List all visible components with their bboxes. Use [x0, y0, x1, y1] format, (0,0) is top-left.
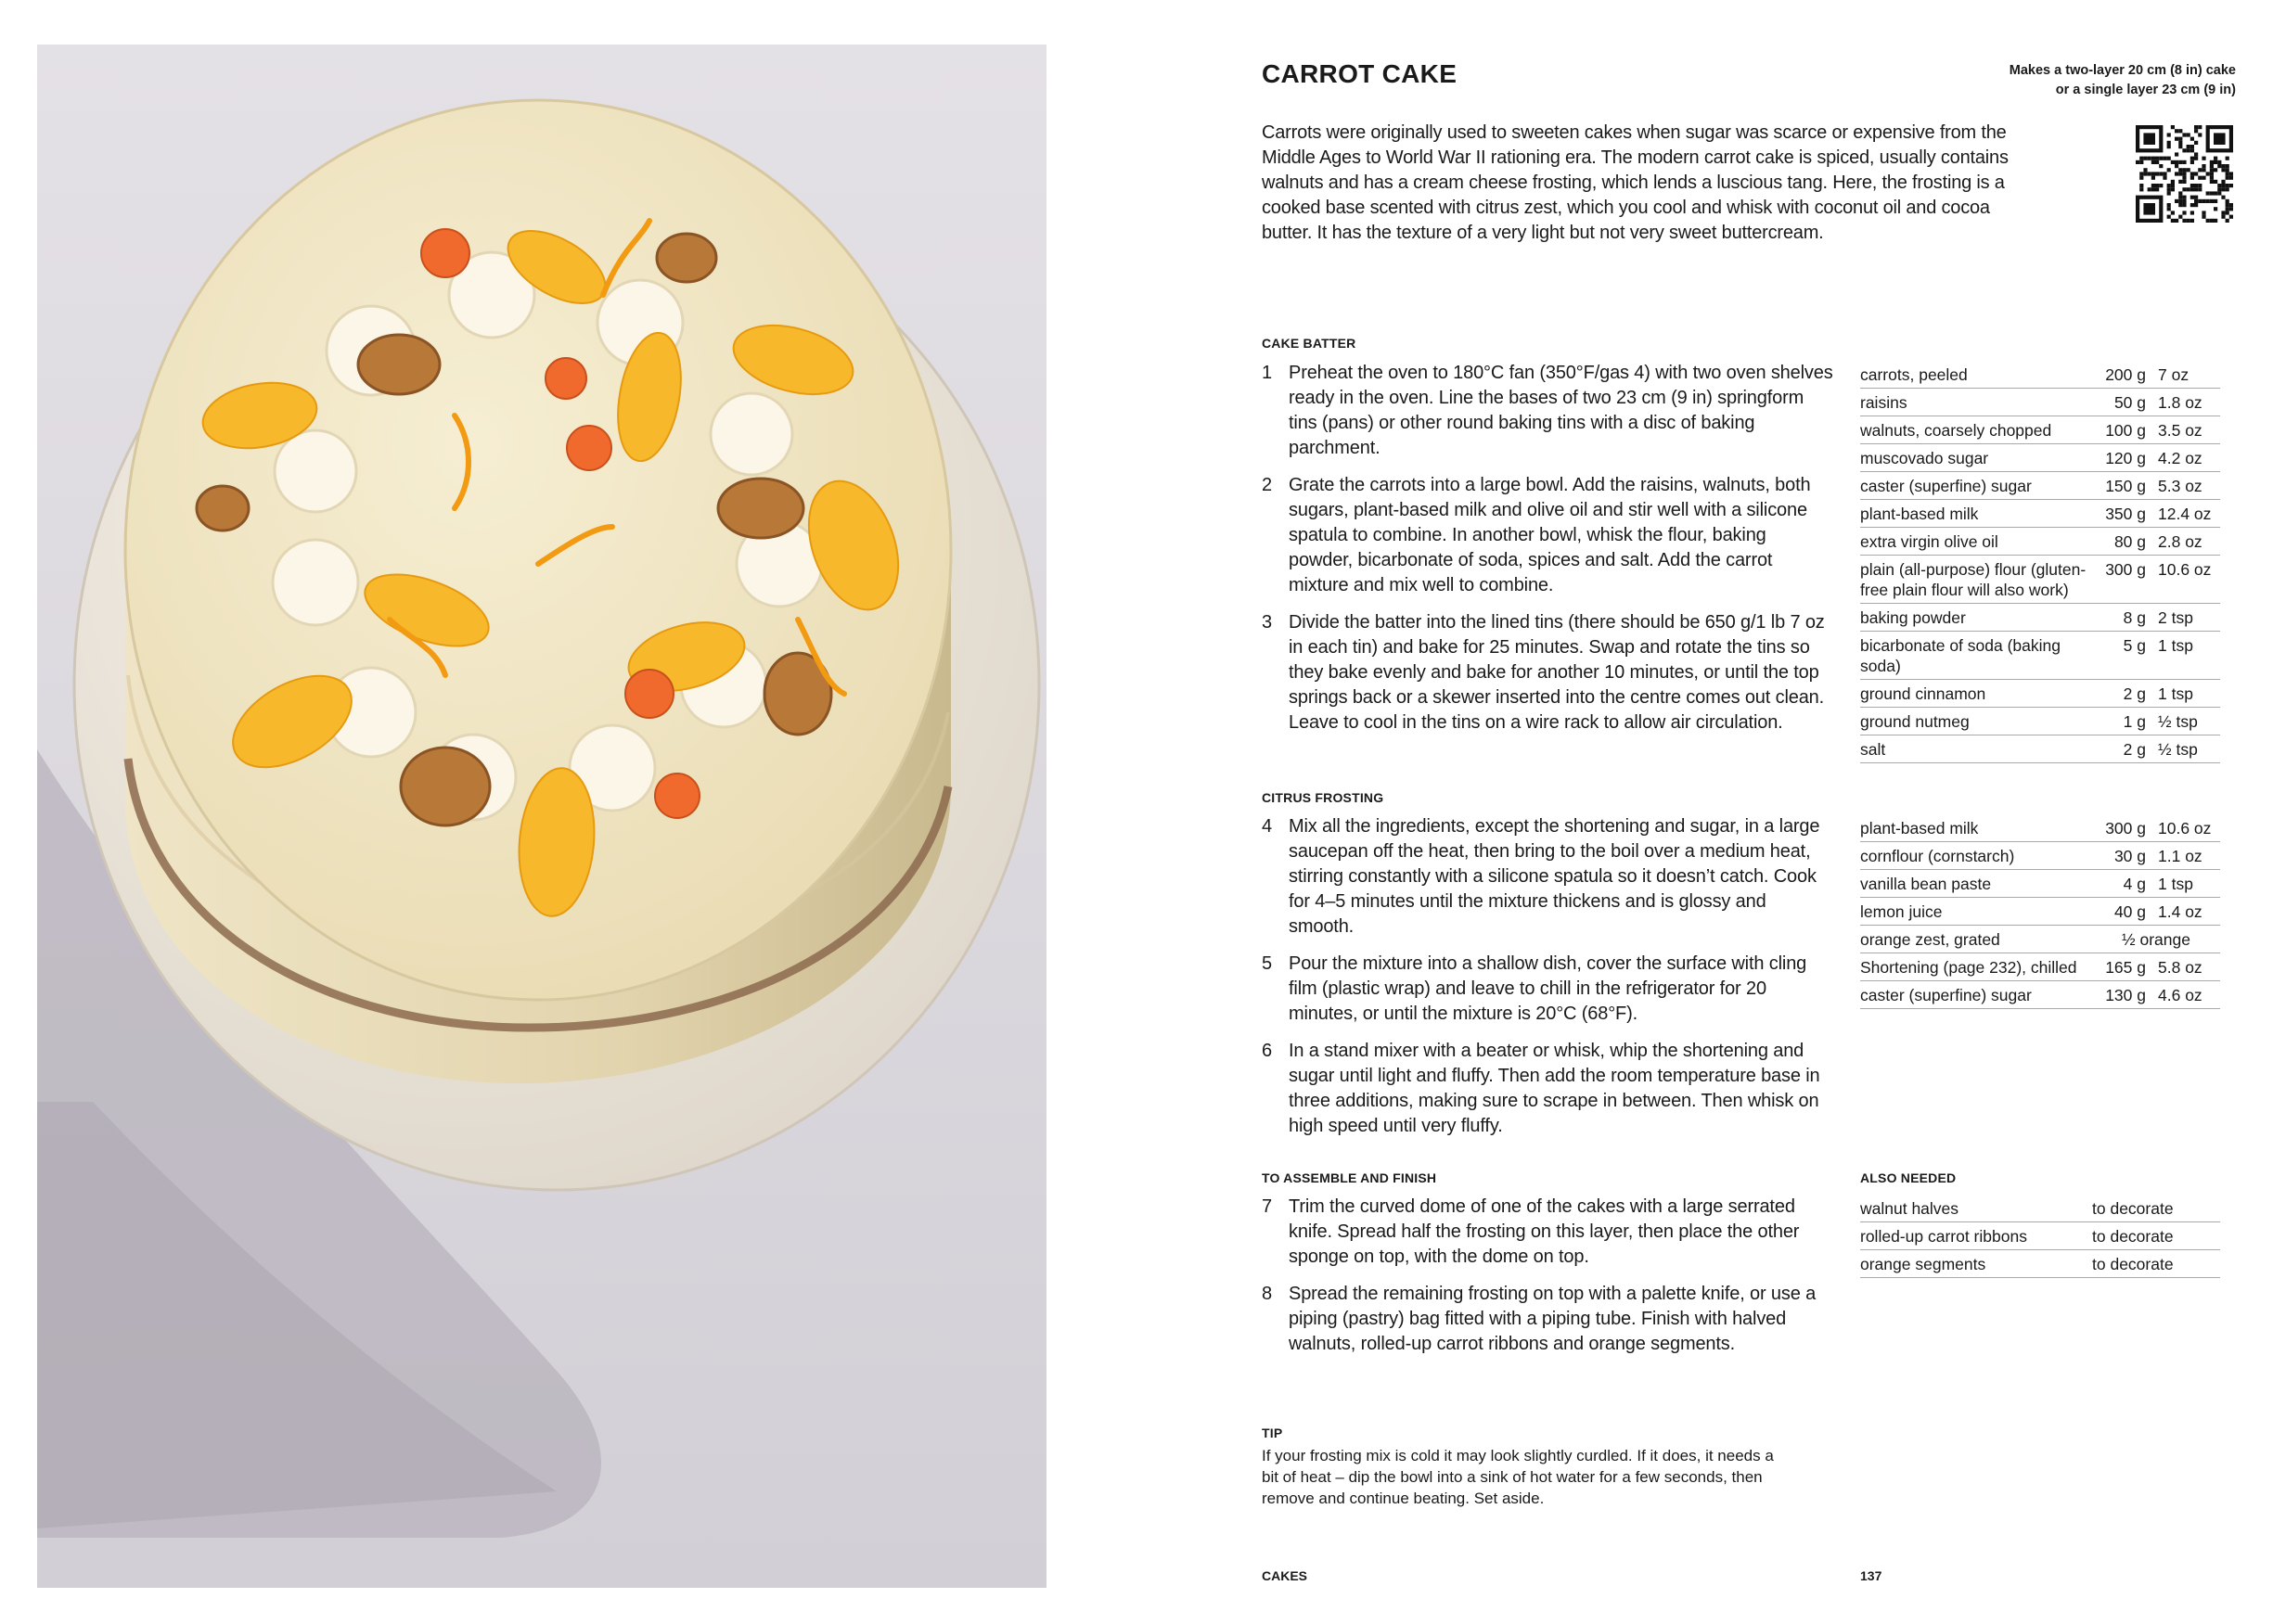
ingredient-metric: 30 g: [2092, 842, 2146, 870]
ingredient-imperial: 2.8 oz: [2146, 528, 2220, 556]
ingredient-name: rolled-up carrot ribbons: [1860, 1222, 2092, 1250]
ingredient-imperial: 5.3 oz: [2146, 472, 2220, 500]
ingredient-row: [1860, 870, 2220, 898]
ingredient-name: bicarbonate of soda (baking soda): [1860, 632, 2092, 680]
ingredient-imperial: 5.8 oz: [2146, 953, 2220, 981]
ingredient-row: [1860, 1222, 2220, 1250]
ingredient-name: plain (all-purpose) flour (gluten-free plain flour will also work): [1860, 556, 2092, 604]
footer-section-name: CAKES: [1262, 1568, 1308, 1583]
step-text: Spread the remaining frosting on top with a palette knife, or use a piping (pastry) bag fitted with a piping tube. Finish with halved walnuts, rolled-up carrot ribbons and orange segments.: [1289, 1284, 1817, 1354]
ingredient-imperial: 1 tsp: [2146, 632, 2220, 680]
ingredient-imperial: 10.6 oz: [2146, 814, 2220, 842]
step-text: Pour the mixture into a shallow dish, cover the surface with cling film (plastic wrap) and leave to chill in the refrigerator for 20 minutes, or until the mixture is 20°C (68°F).: [1289, 953, 1807, 1024]
ingredient-name: muscovado sugar: [1860, 444, 2092, 472]
ingredients-citrus-frosting: [1860, 814, 2220, 1009]
carrot-cake-photo: [37, 45, 1047, 1588]
ingredient-row: [1860, 1195, 2220, 1222]
ingredient-row: [1860, 735, 2220, 763]
method-step: [1262, 1195, 1835, 1270]
ingredients-cake-batter: [1860, 361, 2220, 763]
ingredient-name: ground cinnamon: [1860, 680, 2092, 708]
ingredient-name: cornflour (cornstarch): [1860, 842, 2092, 870]
ingredient-imperial: 2 tsp: [2146, 604, 2220, 632]
ingredient-row: [1860, 361, 2220, 389]
ingredient-name: walnut halves: [1860, 1195, 2092, 1222]
cake-illustration: [37, 45, 1047, 1588]
yield-line: or a single layer 23 cm (9 in): [2055, 83, 2236, 97]
ingredient-row: [1860, 981, 2220, 1009]
ingredient-metric: 2 g: [2092, 735, 2146, 763]
ingredient-name: carrots, peeled: [1860, 361, 2092, 389]
qr-code[interactable]: [2134, 123, 2236, 229]
ingredient-quantity: to decorate: [2092, 1195, 2220, 1222]
ingredient-name: walnuts, coarsely chopped: [1860, 416, 2092, 444]
ingredient-metric: 350 g: [2092, 500, 2146, 528]
step-number: 4: [1262, 816, 1272, 837]
recipe-yield: [1846, 61, 2236, 100]
step-text: In a stand mixer with a beater or whisk, whip the shortening and sugar until light and fluffy. Then add the room temperature base in three additions, making sure to scrape in between. Then whisk on high speed until very fluffy.: [1289, 1041, 1820, 1136]
ingredient-metric: 300 g: [2092, 814, 2146, 842]
ingredient-metric: 165 g: [2092, 953, 2146, 981]
yield-line: Makes a two-layer 20 cm (8 in) cake: [2009, 63, 2236, 78]
ingredient-imperial: 4.6 oz: [2146, 981, 2220, 1009]
qr-code-icon: [2134, 123, 2236, 229]
ingredient-row: [1860, 1250, 2220, 1278]
ingredient-row: [1860, 389, 2220, 416]
ingredient-imperial: 4.2 oz: [2146, 444, 2220, 472]
ingredient-metric: 40 g: [2092, 898, 2146, 926]
tip-text: If your frosting mix is cold it may look slightly curdled. If it does, it needs a bit of heat – dip the bowl into a sink of hot water for a few seconds, then remove and continue beating. Set aside.: [1262, 1447, 1774, 1507]
recipe-page: [1262, 0, 2236, 1624]
ingredient-row: [1860, 814, 2220, 842]
ingredient-metric: 130 g: [2092, 981, 2146, 1009]
ingredient-quantity: to decorate: [2092, 1250, 2220, 1278]
ingredient-metric: 50 g: [2092, 389, 2146, 416]
recipe-title: CARROT CAKE: [1262, 59, 1458, 88]
ingredient-row: [1860, 953, 2220, 981]
ingredient-metric: 150 g: [2092, 472, 2146, 500]
step-number: 3: [1262, 612, 1272, 633]
tip-label: TIP: [1262, 1426, 1283, 1440]
ingredient-row: [1860, 898, 2220, 926]
ingredient-row: [1860, 632, 2220, 680]
ingredient-name: baking powder: [1860, 604, 2092, 632]
ingredient-metric: 200 g: [2092, 361, 2146, 389]
ingredient-name: plant-based milk: [1860, 500, 2092, 528]
ingredient-name: vanilla bean paste: [1860, 870, 2092, 898]
ingredient-imperial: 1 tsp: [2146, 870, 2220, 898]
ingredient-metric: 4 g: [2092, 870, 2146, 898]
step-number: 2: [1262, 475, 1272, 495]
ingredient-row: [1860, 604, 2220, 632]
ingredient-imperial: 1.4 oz: [2146, 898, 2220, 926]
ingredient-imperial: 10.6 oz: [2146, 556, 2220, 604]
method-step: [1262, 610, 1835, 735]
ingredient-quantity: ½ orange: [2092, 926, 2220, 953]
ingredient-metric: 100 g: [2092, 416, 2146, 444]
section-label-cake-batter: CAKE BATTER: [1262, 336, 1356, 351]
ingredient-name: orange zest, grated: [1860, 926, 2092, 953]
ingredient-imperial: 12.4 oz: [2146, 500, 2220, 528]
ingredient-metric: 2 g: [2092, 680, 2146, 708]
steps-citrus-frosting: [1262, 814, 1835, 1151]
method-step: [1262, 1039, 1835, 1139]
ingredient-row: [1860, 528, 2220, 556]
ingredient-name: lemon juice: [1860, 898, 2092, 926]
step-text: Preheat the oven to 180°C fan (350°F/gas 4) with two oven shelves ready in the oven. Line the bases of two 23 cm (9 in) springform tins (pans) or other round baking tins with a disc of baking parchment.: [1289, 363, 1833, 458]
step-number: 5: [1262, 953, 1272, 974]
ingredient-imperial: 7 oz: [2146, 361, 2220, 389]
ingredient-metric: 1 g: [2092, 708, 2146, 735]
ingredient-imperial: ½ tsp: [2146, 708, 2220, 735]
steps-assemble: [1262, 1195, 1835, 1369]
ingredient-name: caster (superfine) sugar: [1860, 472, 2092, 500]
section-label-also-needed: ALSO NEEDED: [1860, 1170, 1957, 1185]
step-text: Mix all the ingredients, except the shortening and sugar, in a large saucepan off the heat, then bring to the boil over a medium heat, stirring constantly with a silicone spatula so it doesn’t catch. Cook for 4–5 minutes until the mixture thickens and is glossy and smooth.: [1289, 816, 1820, 937]
ingredient-metric: 80 g: [2092, 528, 2146, 556]
method-step: [1262, 361, 1835, 461]
ingredient-row: [1860, 444, 2220, 472]
section-label-assemble: TO ASSEMBLE AND FINISH: [1262, 1170, 1437, 1185]
method-step: [1262, 952, 1835, 1027]
ingredient-name: extra virgin olive oil: [1860, 528, 2092, 556]
ingredient-row: [1860, 926, 2220, 953]
ingredient-name: raisins: [1860, 389, 2092, 416]
ingredient-metric: 8 g: [2092, 604, 2146, 632]
steps-cake-batter: [1262, 361, 1835, 748]
page-number: 137: [1860, 1568, 1882, 1583]
step-number: 7: [1262, 1196, 1272, 1217]
step-text: Grate the carrots into a large bowl. Add the raisins, walnuts, both sugars, plant-based milk and olive oil and stir well with a silicone spatula to combine. In another bowl, whisk the flour, baking powder, bicarbonate of soda, spices and salt. Add the carrot mixture and mix well to combine.: [1289, 475, 1811, 595]
step-number: 6: [1262, 1041, 1272, 1061]
section-label-citrus-frosting: CITRUS FROSTING: [1262, 790, 1384, 805]
ingredient-row: [1860, 680, 2220, 708]
ingredient-quantity: to decorate: [2092, 1222, 2220, 1250]
method-step: [1262, 473, 1835, 598]
ingredient-row: [1860, 416, 2220, 444]
step-text: Divide the batter into the lined tins (there should be 650 g/1 lb 7 oz in each tin) and bake for 25 minutes. Swap and rotate the tins so they bake evenly and bake for another 10 minutes, or until the top springs back or a skewer inserted into the centre comes out clean. Leave to cool in the tins on a wire rack to allow air circulation.: [1289, 612, 1825, 733]
ingredient-imperial: 3.5 oz: [2146, 416, 2220, 444]
ingredient-name: caster (superfine) sugar: [1860, 981, 2092, 1009]
ingredient-row: [1860, 708, 2220, 735]
ingredient-imperial: 1.1 oz: [2146, 842, 2220, 870]
ingredient-row: [1860, 472, 2220, 500]
method-step: [1262, 814, 1835, 940]
ingredient-name: plant-based milk: [1860, 814, 2092, 842]
step-number: 1: [1262, 363, 1272, 383]
ingredients-also-needed: [1860, 1195, 2220, 1278]
ingredient-imperial: ½ tsp: [2146, 735, 2220, 763]
step-text: Trim the curved dome of one of the cakes with a large serrated knife. Spread half the frosting on this layer, then place the other sponge on top, with the dome on top.: [1289, 1196, 1800, 1267]
ingredient-name: Shortening (page 232), chilled: [1860, 953, 2092, 981]
method-step: [1262, 1282, 1835, 1357]
ingredient-imperial: 1.8 oz: [2146, 389, 2220, 416]
ingredient-metric: 300 g: [2092, 556, 2146, 604]
step-number: 8: [1262, 1284, 1272, 1304]
ingredient-imperial: 1 tsp: [2146, 680, 2220, 708]
ingredient-row: [1860, 500, 2220, 528]
ingredient-metric: 5 g: [2092, 632, 2146, 680]
ingredient-name: orange segments: [1860, 1250, 2092, 1278]
recipe-intro: Carrots were originally used to sweeten cakes when sugar was scarce or expensive from the Middle Ages to World War II rationing era. The modern carrot cake is spiced, usually contains walnuts and has a cream cheese frosting, which lends a luscious tang. Here, the frosting is a cooked base scented with citrus zest, which you cool and whisk with coconut oil and cocoa butter. It has the texture of a very light but not very sweet buttercream.: [1262, 122, 2009, 243]
ingredient-metric: 120 g: [2092, 444, 2146, 472]
ingredient-row: [1860, 556, 2220, 604]
ingredient-row: [1860, 842, 2220, 870]
ingredient-name: salt: [1860, 735, 2092, 763]
ingredient-name: ground nutmeg: [1860, 708, 2092, 735]
